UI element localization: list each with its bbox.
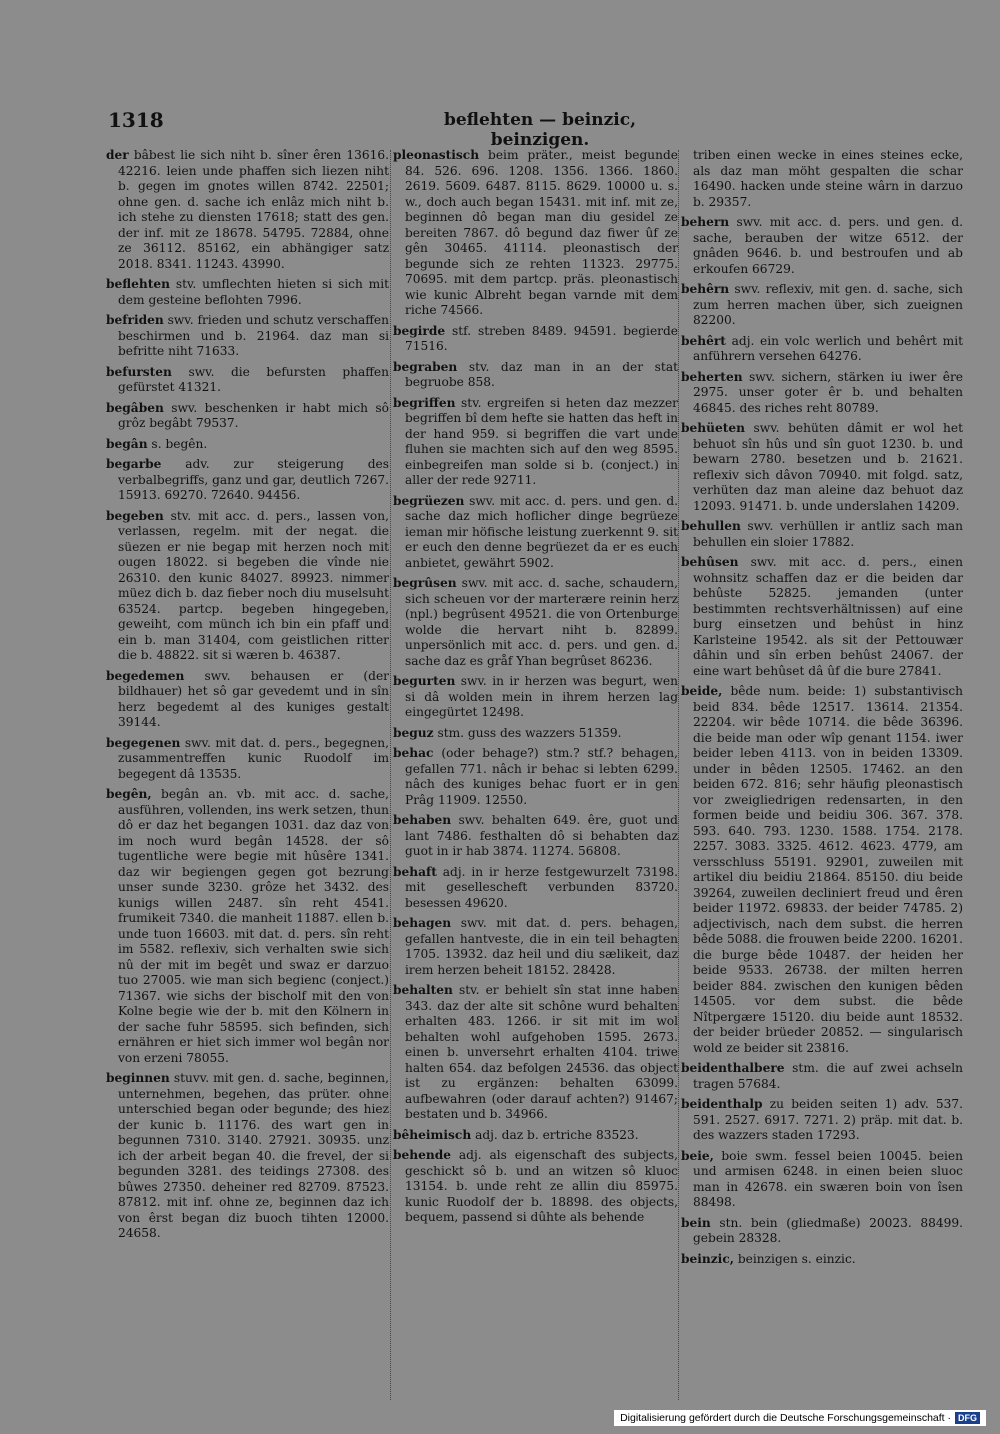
dictionary-entry: beherten swv. sichern, stärken iu iwer êre 2975. unser goter êr b. und behalten 46845. des riches reht 80789. — [681, 369, 963, 415]
dictionary-entry: behüeten swv. behüten dâmit er wol het behuot sîn hûs und sîn guot 1230. b. und bewarn 2780. besetzen und b. 21621. reflexiv sich dâvon 70940. mit folgd. satz, verhüten daz man aleine daz behuot daz 12093. 91471. b. unde underslahen 14209. — [681, 421, 963, 513]
dictionary-entry: begirde stf. streben 8489. 94591. begierde 71516. — [393, 323, 678, 353]
dictionary-entry: beinzic, beinzigen s. einzic. — [681, 1251, 856, 1266]
dictionary-entry: behullen swv. verhüllen ir antliz sach man behullen ein sloier 17882. — [681, 519, 963, 549]
dictionary-entry: begurten swv. in ir herzen was begurt, wen si dâ wolden mein in ihrem herzen lag eingegürtet 12498. — [393, 674, 678, 719]
dictionary-entry: behalten stv. er behielt sîn stat inne haben 343. daz der alte sit schône wurd behalten erhalten 483. 1266. ir sit mit im wol behalten wohl aufgehoben 1595. 2673. einen b. unversehrt erhalten 4104. triwe halten 654. daz befolgen 24536. das object ist zu ergänzen: behalten 63099. aufbewahren (oder darauf achten?) 91467; bestaten und b. 34966. — [393, 983, 678, 1121]
funding-credit: Digitalisierung gefördert durch die Deutsche Forschungsgemeinschaft · — [620, 1412, 951, 1424]
dictionary-entry: begedemen swv. behausen er (der bildhauer) het sô gar gevedemt und in sîn herz begedemt al des kuniges gestalt 39144. — [106, 668, 389, 729]
dictionary-entry: begên, begân an. vb. mit acc. d. sache, ausführen, vollenden, ins werk setzen, thun dô er daz het begangen 1031. daz daz von im noch wurd begân 14528. der sô tugentliche were begie mit hûsêre 1341. daz wir begiengen gegen got bezrung unser sunde 3230. grôze het 3432. des kunigs willen 2487. sîn reht 4541. frumikeit 7340. die manheit 11887. ellen b. unde tuon 16603. mit dat. d. pers. sîn reht im 5582. reflexiv, sich verhalten swie sich nû der mit im begêt und swaz er darzuo tuo 27005. wie man sich begienc (conject.) 71367. wie sichs der bischolf mit den von Kolne begie wie der b. mit den Kölnern in der sache fuhr 58595. sich befinden, sich ernähren er hiet sich immer wol begân nor von erzeni 78055. — [106, 787, 389, 1065]
dictionary-entry: beguz stm. guss des wazzers 51359. — [393, 725, 622, 740]
dictionary-entry: behêrn swv. reflexiv, mit gen. d. sache, sich zum herren machen über, sich zueignen 82200. — [681, 282, 963, 327]
dictionary-entry: behaft adj. in ir herze festgewurzelt 73198. mit gesellescheft verbunden 83720. besessen 49620. — [393, 864, 678, 910]
dictionary-entry: begegenen swv. mit dat. d. pers., begegnen, zusammentreffen kunic Ruodolf im begegent dâ 13535. — [106, 735, 389, 781]
dictionary-entry: beginnen stuvv. mit gen. d. sache, beginnen, unternehmen, begehen, das prüter. ohne unterschied began oder begunde; des hiez der kunic b. 11176. des wart gen in begunnen 7310. 3140. 27921. 30935. unz ich der arbeit began 40. die frevel, der si begunden 3281. des teidings 27308. des bûwes 27350. deheiner red 82709. 87523. 87812. mit inf. ohne ze, beginnen daz ich von êrst began diz buoch tihten 12000. 24658. — [106, 1071, 389, 1240]
column-divider — [678, 150, 679, 1400]
dictionary-column-3 — [681, 148, 963, 1404]
dictionary-entry: beie, boie swm. fessel beien 10045. beien und armisen 6248. in einen beien sluoc man in 42678. ein swæren boin von îsen 88498. — [681, 1148, 963, 1209]
dictionary-entry: bêheimisch adj. daz b. ertriche 83523. — [393, 1127, 639, 1142]
dictionary-entry: begân s. begên. — [106, 436, 208, 451]
dictionary-entry: behûsen swv. mit acc. d. pers., einen wohnsitz schaffen daz er die beiden dar behûste 52825. jemanden (unter bestimmten rechtsverhältnissen) auf eine burg einsetzen und behûst in hinz Karlsteine 19542. als sit der Pettouwær dâhin und sîn erben behûst 24067. der eine wart behûset dâ ûf die bure 27841. — [681, 555, 963, 678]
dictionary-entry: begriffen stv. ergreifen si heten daz mezzer begriffen bî dem hefte sie hatten das heft in der hand 959. si begriffen die vart unde fluhen sie machten sich auf den weg 8595. einbegreifen man solde si b. (conject.) in aller der rede 92711. — [393, 395, 678, 487]
dictionary-entry: begrûsen swv. mit acc. d. sache, schaudern, sich scheuen vor der marterære reinin herz (npl.) begrûsent 49521. die von Ortenburge wolde die hervart niht b. 82899. unpersönlich mit acc. d. pers. und gen. d. sache daz es gråf Yhan begrûset 86236. — [393, 576, 678, 668]
dictionary-entry: der bâbest lie sich niht b. sîner êren 13616. 42216. leien unde phaffen sich liezen niht b. gegen im gnotes willen 8742. 22501; ohne gen. d. sache ich enlâz mich niht b. ich stehe zu diensten 17618; statt des gen. der inf. mit ze 18678. 54795. 72884, ohne ze 36112. 85162, ein abhängiger satz 2018. 8341. 11243. 43990. — [106, 148, 389, 271]
column-divider — [390, 150, 391, 1400]
funding-footer — [614, 1410, 986, 1426]
dictionary-column-2 — [393, 148, 678, 1404]
dictionary-entry: pleonastisch beim präter., meist begunde 84. 526. 696. 1208. 1356. 1366. 1860. 2619. 5609. 6487. 8115. 8629. 10000 u. s. w., doch auch began 15431. mit inf. mit ze, beginnen dô began man diu gesidel ze bereiten 7867. dô begund daz fiwer ûf ze gên 30465. 41114. pleonastisch der begunde sich ze rehten 11323. 29775. 70695. mit dem partcp. präs. pleonastisch wie kunic Albreht began varnde mit dem riche 74566. — [393, 148, 678, 317]
dictionary-entry: behac (oder behage?) stm.? stf.? behagen, gefallen 771. nâch ir behac si lebten 6299. nâch des kuniges behac fuort er in gen Prâg 11909. 12550. — [393, 746, 678, 807]
dfg-logo: DFG — [955, 1412, 980, 1424]
dictionary-entry: begrüezen swv. mit acc. d. pers. und gen. d. sache daz mich hoflicher dinge begrüeze ieman mir höfische leistung zuerkennt 9. sit er euch den denne begrüezet da er es euch anbietet, gewährt 5902. — [393, 493, 678, 570]
dictionary-entry: begâben swv. beschenken ir habt mich sô grôz begâbt 79537. — [106, 400, 389, 430]
dictionary-entry: befriden swv. frieden und schutz verschaffen beschirmen und b. 21964. daz man si befritte niht 71633. — [106, 313, 389, 358]
running-head: beflehten — beinzic, beinzigen. — [443, 110, 636, 150]
dictionary-entry: behêrt adj. ein volc werlich und behêrt mit anführern versehen 64276. — [681, 333, 963, 363]
dictionary-entry: triben einen wecke in eines steines ecke, als daz man möht gespalten die schar 16490. hacken unde steine wârn in darzuo b. 29357. — [693, 148, 963, 209]
dictionary-entry: beidenthalbere stm. die auf zwei achseln tragen 57684. — [681, 1061, 963, 1091]
dictionary-entry: behaben swv. behalten 649. êre, guot und lant 7486. festhalten dô si behabten daz guot in ir hab 3874. 11274. 56808. — [393, 813, 678, 858]
dictionary-entry: begeben stv. mit acc. d. pers., lassen von, verlassen, regelm. mit der negat. die süezen er nie begap mit herzen noch mit ougen 18022. si begeben die vînde nie 26310. den kunic 84027. 89923. nimmer müez dich b. daz fieber noch diu muselsuht 63524. partcp. begeben hingegeben, geweiht, com münch ich bin ein pfaff und ein b. man 31404, com geistlichen ritter die b. 48822. sit si wæren b. 46387. — [106, 508, 389, 662]
dictionary-entry: behende adj. als eigenschaft des subjects, geschickt sô b. und an witzen sô kluoc 13154. b. unde reht ze allin diu 85975. kunic Ruodolf der b. 18898. des objects, bequem, passend si dûhte als behende — [393, 1148, 678, 1224]
dictionary-entry: beide, bêde num. beide: 1) substantivisch beid 834. bêde 12517. 13614. 21354. 22204. wir bêde 10714. die bêde 36396. die beide man oder wîp genant 1154. iwer beider leben 4113. von in beiden 13309. under in bêden 12505. 17462. an den beiden 672. 816; sehr häufig pleonastisch vor zweigliedrigen redensarten, in den formen beide und beidiu 306. 367. 378. 593. 640. 793. 1230. 1588. 1754. 2178. 2257. 3083. 3325. 4612. 4623. 4779, am versschluss 55191. 92901, zuweilen mit artikel diu beidiu 21864. 85150. diu beide 39264, zuweilen decliniert freud und êren beider 11972. 69833. der beider 74785. 2) adjectivisch, nach dem subst. die herren bêde 5088. die frouwen beide 2200. 16201. die burge bêde 10487. der heiden her beide 9533. 26738. der milten herren beider 884. zwischen den kunigen bêden 14505. vor dem subst. die bêde Nîtpergære 15120. diu beide aunt 18532. der beider brüeder 20852. — singularisch wold ze beider sit 23816. — [681, 684, 963, 1055]
dictionary-entry: begraben stv. daz man in an der stat begruobe 858. — [393, 359, 678, 389]
page-number: 1318 — [108, 108, 164, 132]
dictionary-entry: befursten swv. die befursten phaffen gefürstet 41321. — [106, 364, 389, 394]
dictionary-entry: behagen swv. mit dat. d. pers. behagen, gefallen hantveste, die in ein teil behagten 1705. 13932. daz heil und diu sælikeit, daz irem herzen beheit 18152. 28428. — [393, 916, 678, 977]
dictionary-entry: behern swv. mit acc. d. pers. und gen. d. sache, berauben der witze 6512. der gnâden 9646. b. und bestroufen und ab erkoufen 66729. — [681, 215, 963, 276]
dictionary-entry: begarbe adv. zur steigerung des verbalbegriffs, ganz und gar, deutlich 7267. 15913. 69270. 72640. 94456. — [106, 457, 389, 502]
dictionary-entry: beidenthalp zu beiden seiten 1) adv. 537. 591. 2527. 6917. 7271. 2) präp. mit dat. b. des wazzers staden 17293. — [681, 1097, 963, 1142]
dictionary-entry: bein stn. bein (gliedmaße) 20023. 88499. gebein 28328. — [681, 1215, 963, 1245]
dictionary-column-1 — [106, 148, 389, 1404]
dictionary-entry: beflehten stv. umflechten hieten si sich mit dem gesteine beflohten 7996. — [106, 277, 389, 307]
